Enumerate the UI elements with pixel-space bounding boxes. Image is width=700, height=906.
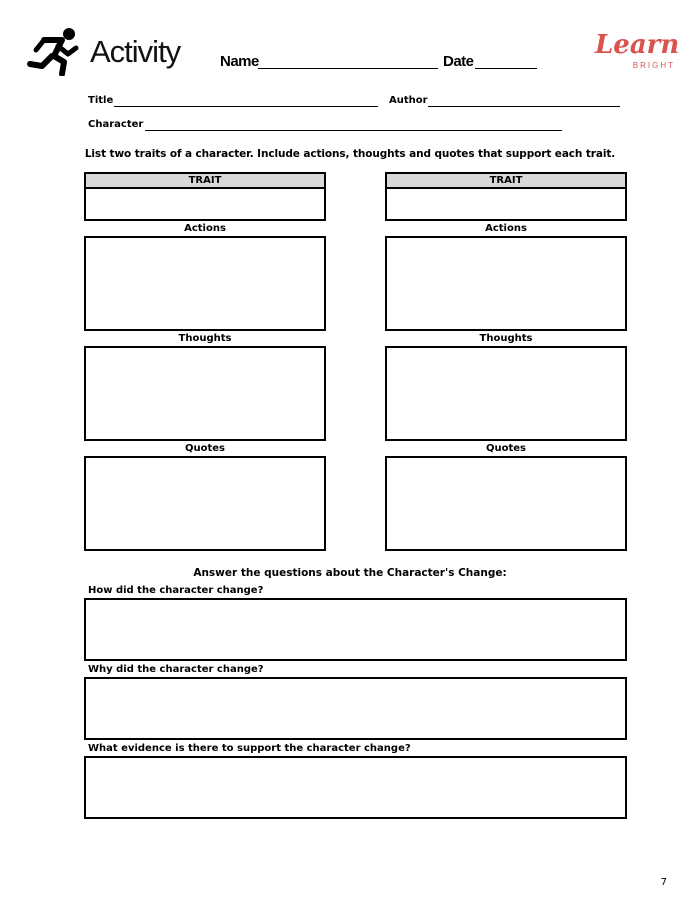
instructions: List two traits of a character. Include actions, thoughts and quotes that support each trait. bbox=[84, 148, 616, 160]
activity-title: Activity bbox=[90, 34, 181, 69]
thoughts-box-left[interactable] bbox=[84, 346, 326, 441]
answer-box-2[interactable] bbox=[84, 677, 627, 740]
logo-sub: BRIGHT bbox=[632, 61, 675, 70]
answer-box-3[interactable] bbox=[84, 756, 627, 819]
page-number: 7 bbox=[660, 877, 667, 888]
running-person-icon bbox=[24, 26, 82, 76]
trait-box-right[interactable] bbox=[385, 187, 627, 221]
author-label: Author bbox=[389, 95, 428, 106]
thoughts-box-right[interactable] bbox=[385, 346, 627, 441]
name-label: Name bbox=[220, 53, 259, 70]
quotes-label-left: Quotes bbox=[184, 443, 225, 454]
name-line[interactable] bbox=[258, 68, 438, 69]
trait-box-left[interactable] bbox=[84, 187, 326, 221]
trait-header-right: TRAIT bbox=[385, 172, 627, 189]
trait-header-left: TRAIT bbox=[84, 172, 326, 189]
quotes-label-right: Quotes bbox=[485, 443, 526, 454]
character-label: Character bbox=[88, 119, 144, 130]
character-line[interactable] bbox=[145, 130, 562, 131]
actions-label-left: Actions bbox=[184, 223, 226, 234]
answer-box-1[interactable] bbox=[84, 598, 627, 661]
question-label-1: How did the character change? bbox=[88, 585, 264, 596]
thoughts-label-right: Thoughts bbox=[479, 333, 533, 344]
date-label: Date bbox=[443, 53, 474, 70]
author-line[interactable] bbox=[428, 106, 620, 107]
actions-box-left[interactable] bbox=[84, 236, 326, 331]
actions-box-right[interactable] bbox=[385, 236, 627, 331]
date-line[interactable] bbox=[475, 68, 537, 69]
actions-label-right: Actions bbox=[485, 223, 527, 234]
quotes-box-right[interactable] bbox=[385, 456, 627, 551]
question-label-3: What evidence is there to support the character change? bbox=[88, 743, 411, 754]
title-label: Title bbox=[88, 95, 114, 106]
question-label-2: Why did the character change? bbox=[88, 664, 264, 675]
change-heading: Answer the questions about the Character's Change: bbox=[193, 567, 507, 579]
quotes-box-left[interactable] bbox=[84, 456, 326, 551]
title-line[interactable] bbox=[114, 106, 378, 107]
learn-bright-logo bbox=[595, 30, 680, 82]
logo-word: Learn bbox=[595, 30, 680, 60]
thoughts-label-left: Thoughts bbox=[178, 333, 232, 344]
